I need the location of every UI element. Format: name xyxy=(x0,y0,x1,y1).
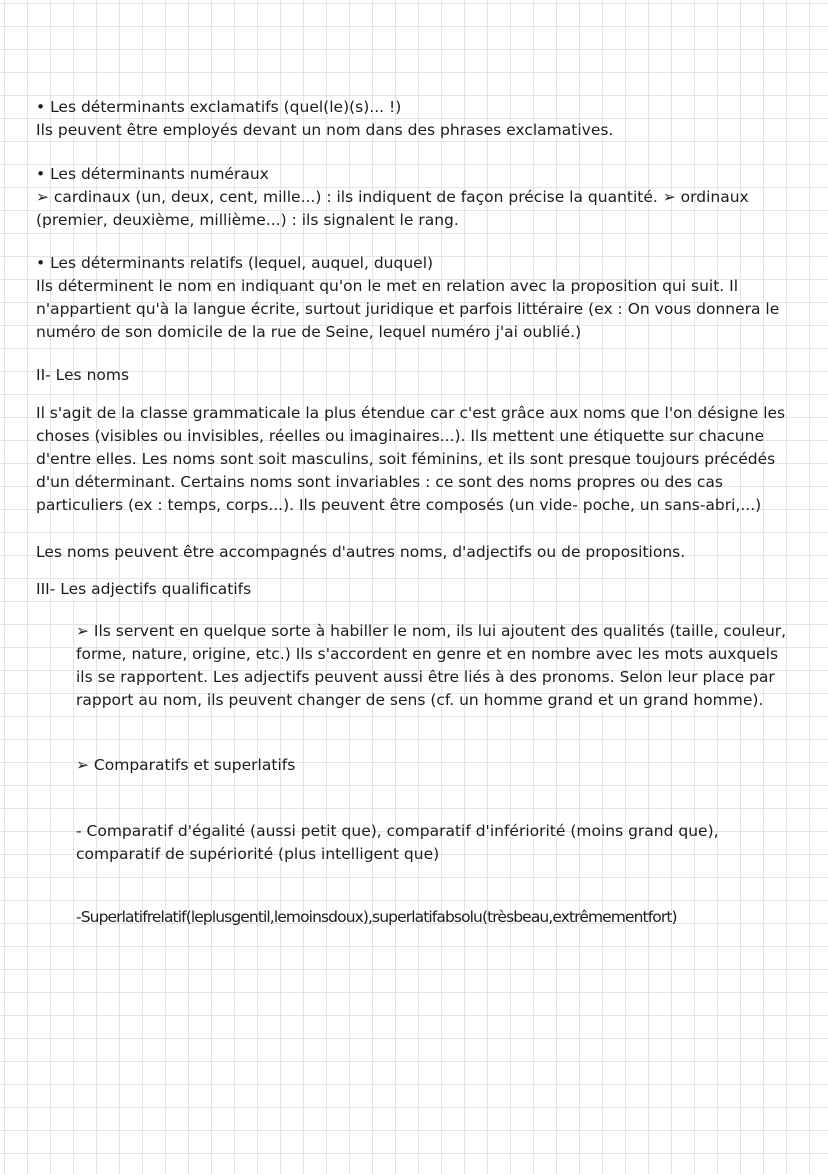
relatifs-title: • Les déterminants relatifs (lequel, auquel, duquel) xyxy=(36,254,434,272)
noms-para-1: Il s'agit de la classe grammaticale la plus étendue car c'est grâce aux noms que l'on désigne les choses (visibles ou invisibles, réelles ou imaginaires...). Ils mettent une étiquette sur chacune d'entre elles. Les noms sont soit masculins, soit féminins, et ils sont presque toujours précédés d'un déterminant. Certains noms sont invariables : ce sont des noms propres ou des cas particuliers (ex : temps, corps...). Ils peuvent être composés (un vide- poche, un sans-abri,...) xyxy=(36,404,786,514)
numeraux-title: • Les déterminants numéraux xyxy=(36,165,269,183)
comparatifs-superlatifs-heading: ➢ Comparatifs et superlatifs xyxy=(76,756,296,774)
adjectifs-heading: III- Les adjectifs qualificatifs xyxy=(36,580,252,598)
noms-heading: II- Les noms xyxy=(36,366,130,384)
superlatif-item: - Superlatifrelatif(leplusgentil,lemoinsdoux),superlatifabsolu(trèsbeau,extrêmementfort) xyxy=(76,908,677,926)
exclamatifs-body: Ils peuvent être employés devant un nom dans des phrases exclamatives. xyxy=(36,121,614,139)
section-exclamatifs xyxy=(36,96,806,142)
adjectifs-para-1: ➢ Ils servent en quelque sorte à habiller le nom, ils lui ajoutent des qualités (taille, couleur, forme, nature, origine, etc.) Ils s'accordent en genre et en nombre avec les mots auxquels ils se rapportent. Les adjectifs peuvent aussi être liés à des pronoms. Selon leur place par rapport au nom, ils peuvent changer de sens (cf. un homme grand et un grand homme). xyxy=(76,622,787,709)
section-numeraux xyxy=(36,163,806,232)
section-relatifs xyxy=(36,252,806,344)
relatifs-body: Ils déterminent le nom en indiquant qu'on le met en relation avec la proposition qui suit. Il n'appartient qu'à la langue écrite, surtout juridique et parfois littéraire (ex : On vous donnera le numéro de son domicile de la rue de Seine, lequel numéro j'ai oublié.) xyxy=(36,277,780,341)
exclamatifs-title: • Les déterminants exclamatifs (quel(le)(s)... !) xyxy=(36,98,402,116)
comparatif-item: - Comparatif d'égalité (aussi petit que), comparatif d'infériorité (moins grand que), comparatif de supériorité (plus intelligent que) xyxy=(76,822,719,863)
noms-para-2: Les noms peuvent être accompagnés d'autres noms, d'adjectifs ou de propositions. xyxy=(36,543,686,561)
numeraux-body: ➢ cardinaux (un, deux, cent, mille...) : ils indiquent de façon précise la quantité. ➢ ordinaux (premier, deuxième, millième...) : ils signalent le rang. xyxy=(36,188,749,229)
